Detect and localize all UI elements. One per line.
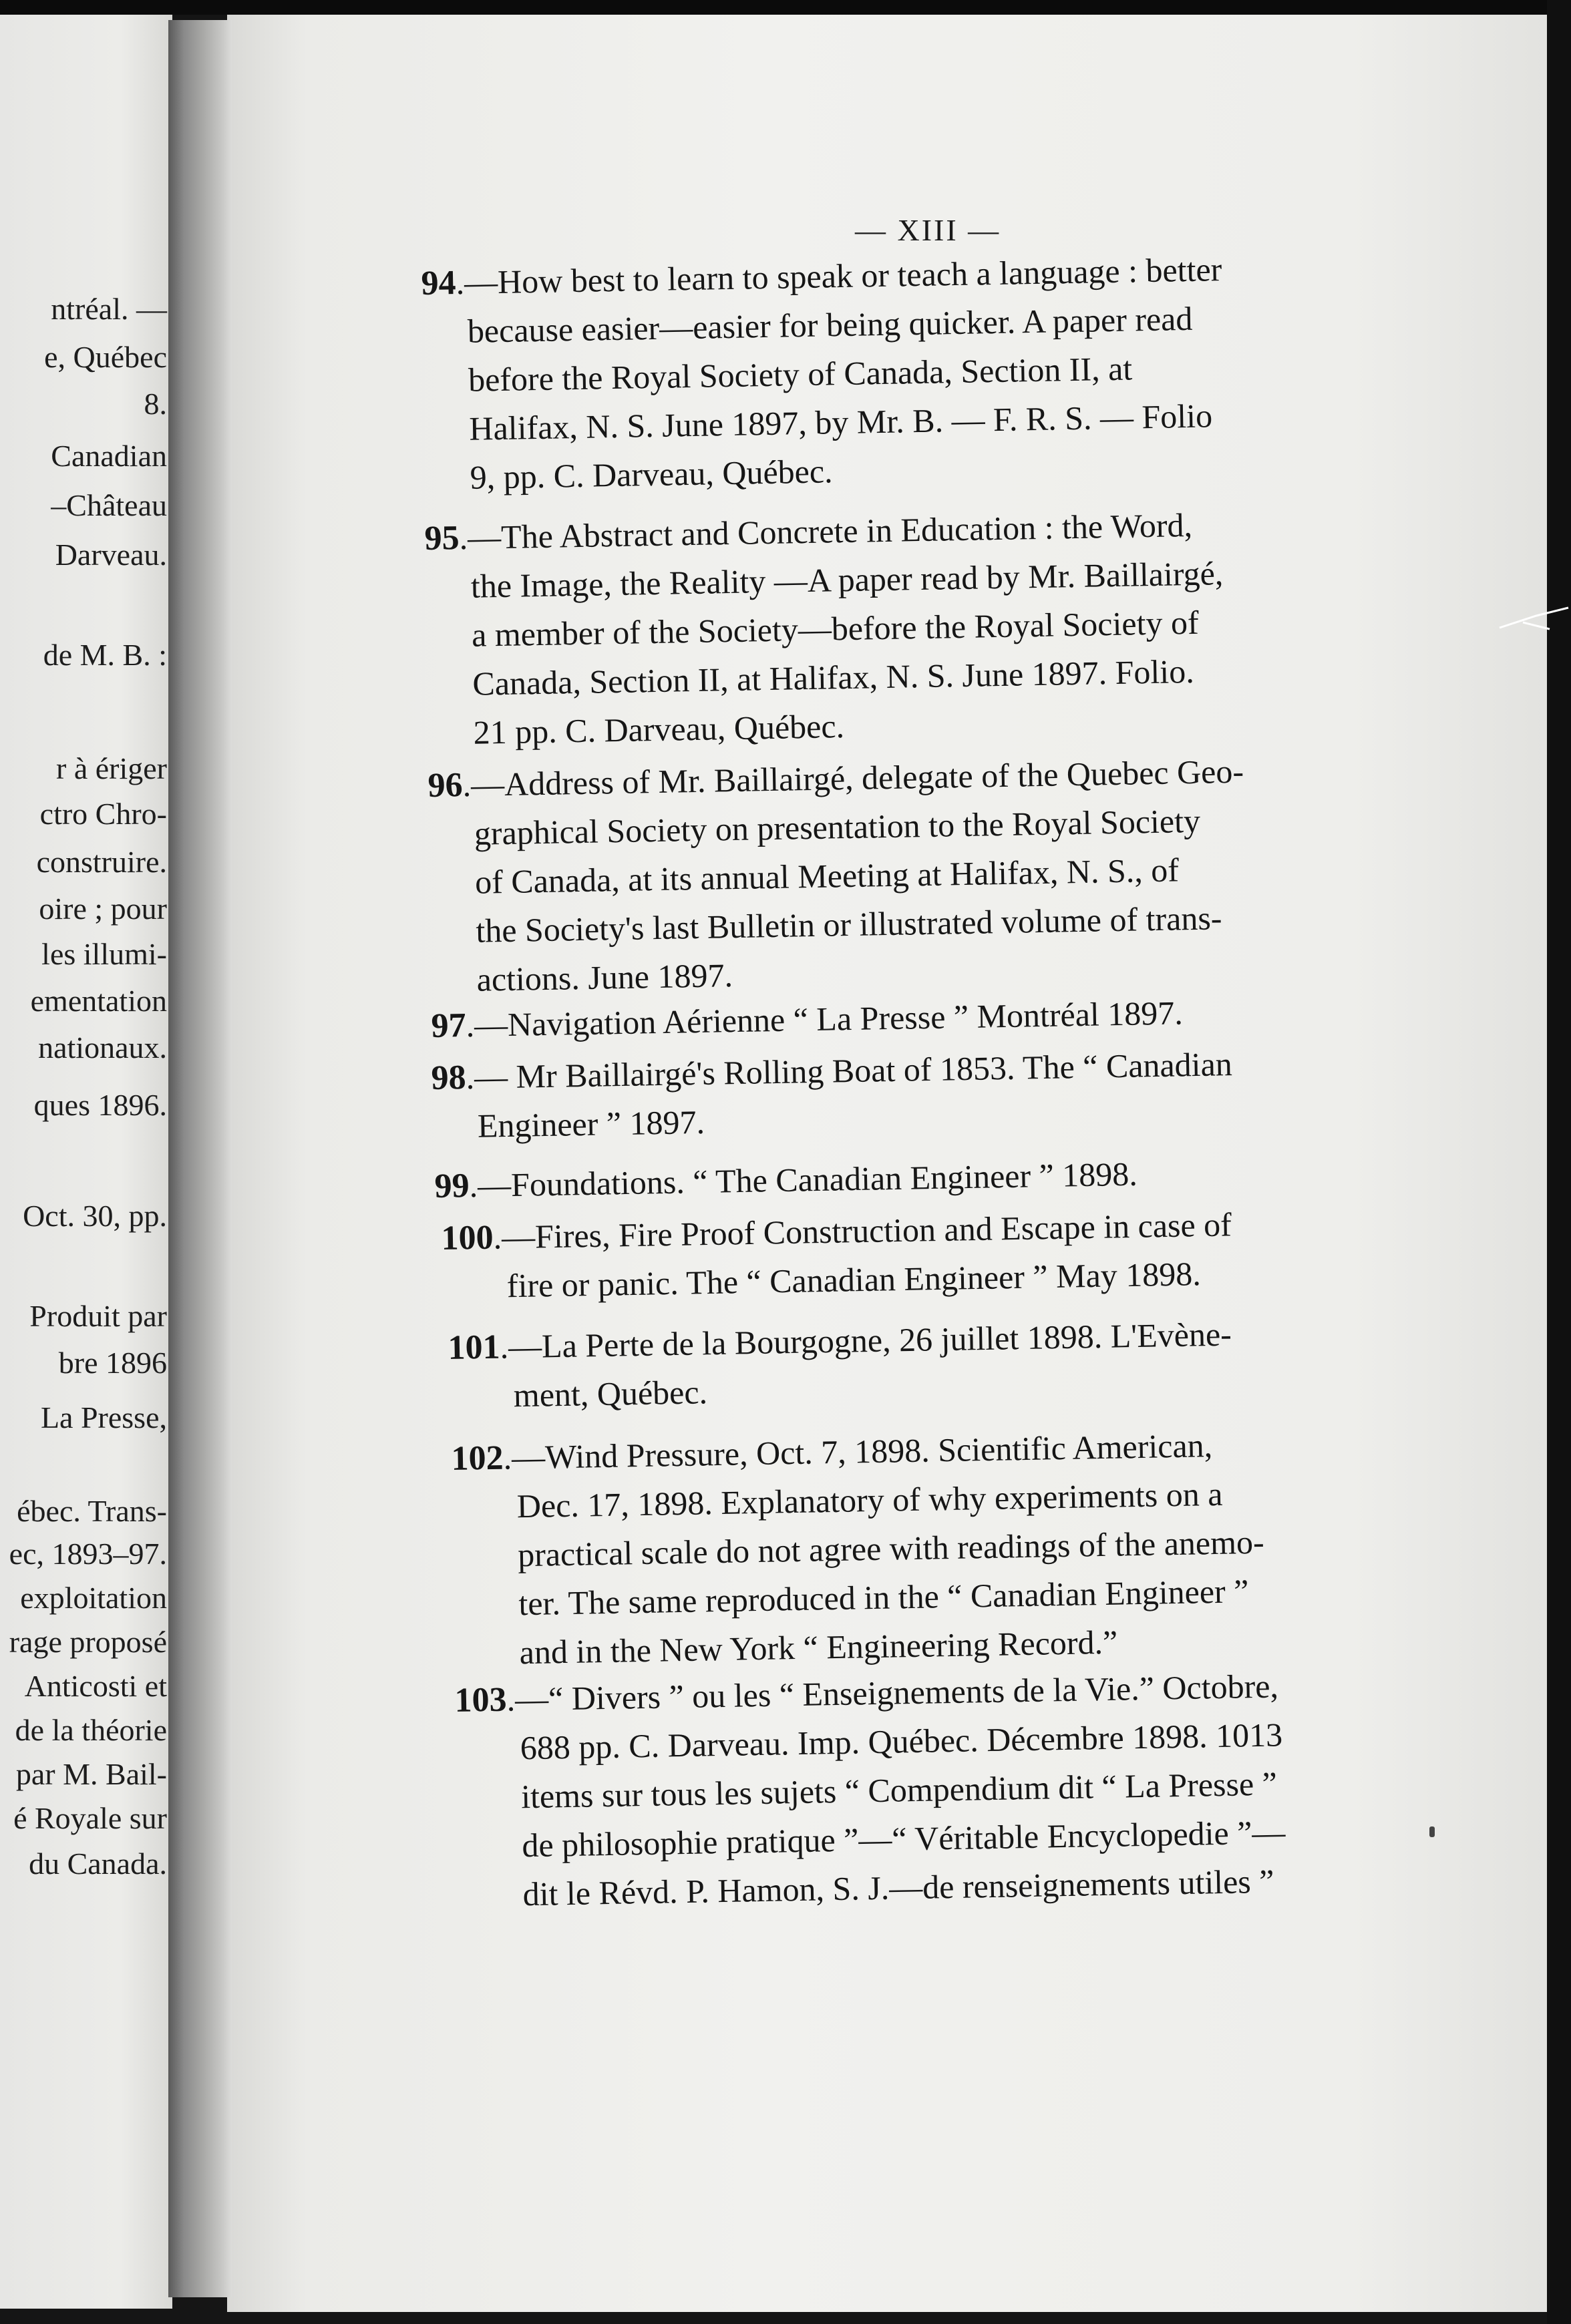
bibliography-entry-102 bbox=[451, 1420, 1266, 1678]
entry-continuation-line: dit le Révd. P. Hamon, S. J.—de renseignements utiles ” bbox=[522, 1862, 1274, 1913]
entry-continuation-line: items sur tous les sujets “ Compendium dit “ La Presse ” bbox=[520, 1764, 1278, 1816]
left-page-text-line: La Presse, bbox=[40, 1400, 167, 1434]
left-page-text-line: Canadian bbox=[51, 439, 167, 473]
left-page-text-line: Anticosti et bbox=[24, 1669, 167, 1703]
entry-continuation-line: a member of the Society—before the Royal Society of bbox=[471, 603, 1200, 654]
entry-text: .—La Perte de la Bourgogne, 26 juillet 1898. L'Evène- bbox=[500, 1315, 1232, 1366]
left-page-text-line: de M. B. : bbox=[43, 638, 167, 672]
entry-text: .—“ Divers ” ou les “ Enseignements de la Vie.” Octobre, bbox=[506, 1667, 1279, 1718]
scan-right-border bbox=[1547, 0, 1571, 2324]
left-page-text-line: –Château bbox=[51, 488, 167, 522]
entry-continuation-line: Engineer ” 1897. bbox=[477, 1103, 705, 1145]
entry-continuation-line: 688 pp. C. Darveau. Imp. Québec. Décembre 1898. 1013 bbox=[520, 1716, 1283, 1767]
book-gutter-shadow bbox=[168, 20, 232, 2297]
bibliography-entry-99 bbox=[434, 1150, 1138, 1211]
left-page-text-line: r à ériger bbox=[56, 751, 167, 785]
entry-continuation-line: 21 pp. C. Darveau, Québec. bbox=[473, 707, 845, 751]
left-page-text-line: les illumi- bbox=[41, 937, 167, 971]
page-number-header: — XIII — bbox=[855, 213, 1001, 247]
entry-number: 100 bbox=[441, 1218, 494, 1257]
left-page-text-line: Produit par bbox=[29, 1299, 167, 1333]
left-page-text-line: du Canada. bbox=[29, 1847, 167, 1881]
entry-continuation-line: de philosophie pratique ”—“ Véritable Encyclopedie ”— bbox=[521, 1813, 1286, 1865]
entry-continuation-line: because easier—easier for being quicker. A paper read bbox=[467, 299, 1193, 350]
right-page bbox=[227, 15, 1550, 2312]
entry-text: .––The Abstract and Concrete in Education : the Word, bbox=[459, 506, 1193, 557]
left-page-text-line: de la théorie bbox=[15, 1713, 167, 1747]
entry-continuation-line: of Canada, at its annual Meeting at Halifax, N. S., of bbox=[474, 851, 1180, 901]
left-page-fragment bbox=[0, 15, 172, 2309]
left-page-text-line: par M. Bail- bbox=[15, 1757, 167, 1791]
left-page-text-line: ec, 1893–97. bbox=[9, 1537, 167, 1571]
entry-text: .— Mr Baillairgé's Rolling Boat of 1853. The “ Canadian bbox=[466, 1045, 1233, 1097]
entry-continuation-line: ment, Québec. bbox=[513, 1373, 708, 1414]
entry-number: 103 bbox=[454, 1680, 508, 1720]
entry-continuation-line: before the Royal Society of Canada, Section II, at bbox=[468, 349, 1133, 399]
left-page-text-line: ntréal. — bbox=[51, 292, 167, 326]
left-page-text-line: 8. bbox=[144, 387, 167, 421]
entry-continuation-line: the Society's last Bulletin or illustrated volume of trans- bbox=[475, 899, 1222, 950]
left-page-text-line: construire. bbox=[36, 845, 167, 879]
left-page-text-line: e, Québec bbox=[44, 340, 167, 374]
entry-number: 96 bbox=[427, 766, 464, 805]
left-page-text-line: rage proposé bbox=[9, 1625, 167, 1659]
left-page-text-line: ementation bbox=[30, 984, 167, 1018]
entry-number: 101 bbox=[448, 1328, 501, 1367]
entry-text: .––How best to learn to speak or teach a language : better bbox=[456, 250, 1222, 302]
left-page-text-line: Oct. 30, pp. bbox=[23, 1199, 167, 1233]
left-page-text-line: exploitation bbox=[20, 1581, 167, 1615]
entry-number: 95 bbox=[424, 519, 460, 558]
entry-continuation-line: 9, pp. C. Darveau, Québec. bbox=[470, 452, 833, 496]
entry-number: 98 bbox=[431, 1058, 467, 1097]
entry-continuation-line: actions. June 1897. bbox=[476, 956, 733, 998]
bibliography-entry-96 bbox=[427, 747, 1248, 1005]
bibliography-entry-94 bbox=[421, 245, 1226, 503]
left-page-text-line: nationaux. bbox=[38, 1030, 167, 1064]
left-page-text-line: bre 1896 bbox=[58, 1346, 167, 1380]
left-page-text-line: oire ; pour bbox=[39, 892, 167, 926]
bibliography-entry-98 bbox=[431, 1040, 1234, 1151]
scan-top-border bbox=[0, 0, 1571, 15]
bibliography-entry-95 bbox=[424, 500, 1226, 758]
entry-continuation-line: Halifax, N. S. June 1897, by Mr. B. — F. R. S. — Folio bbox=[468, 397, 1213, 447]
entry-continuation-line: fire or panic. The “ Canadian Engineer ” May 1898. bbox=[506, 1255, 1202, 1305]
left-page-text-line: Darveau. bbox=[55, 538, 167, 572]
scan-artifact-mark bbox=[1496, 601, 1570, 641]
left-page-text-line: ctro Chro- bbox=[39, 797, 167, 831]
entry-first-line bbox=[434, 1150, 1138, 1211]
entry-continuation-line: ter. The same reproduced in the “ Canadian Engineer ” bbox=[518, 1572, 1249, 1623]
left-page-text-line: ébec. Trans- bbox=[17, 1494, 167, 1528]
entry-continuation-line: practical scale do not agree with readings of the anemo- bbox=[517, 1523, 1265, 1574]
bibliography-entry-103 bbox=[454, 1662, 1286, 1920]
entry-continuation-line: and in the New York “ Engineering Record.” bbox=[519, 1623, 1118, 1672]
left-page-text-line: é Royale sur bbox=[13, 1801, 167, 1835]
entry-text: .—Wind Pressure, Oct. 7, 1898. Scientific American, bbox=[503, 1426, 1213, 1477]
entry-text: .—Navigation Aérienne “ La Presse ” Montréal 1897. bbox=[466, 994, 1184, 1044]
entry-continuation-line: the Image, the Reality —A paper read by Mr. Baillairgé, bbox=[470, 554, 1224, 605]
bibliography-entry-100 bbox=[441, 1200, 1233, 1312]
ink-speck bbox=[1429, 1826, 1435, 1837]
bibliography-entry-101 bbox=[448, 1310, 1233, 1421]
entry-number: 99 bbox=[434, 1167, 470, 1205]
entry-continuation-line: graphical Society on presentation to the Royal Society bbox=[474, 801, 1201, 852]
entry-text: .—Address of Mr. Baillairgé, delegate of the Quebec Geo- bbox=[462, 752, 1244, 804]
entry-continuation-line: Canada, Section II, at Halifax, N. S. June 1897. Folio. bbox=[472, 652, 1195, 703]
entry-number: 94 bbox=[421, 264, 457, 303]
entry-continuation-line: Dec. 17, 1898. Explanatory of why experiments on a bbox=[516, 1475, 1223, 1525]
entry-number: 102 bbox=[451, 1438, 504, 1478]
entry-text: .—Foundations. “ The Canadian Engineer ” 1898. bbox=[469, 1155, 1138, 1205]
left-page-text-line: ques 1896. bbox=[33, 1088, 167, 1122]
entry-number: 97 bbox=[431, 1006, 467, 1045]
entry-text: .—Fires, Fire Proof Construction and Escape in case of bbox=[493, 1205, 1232, 1256]
